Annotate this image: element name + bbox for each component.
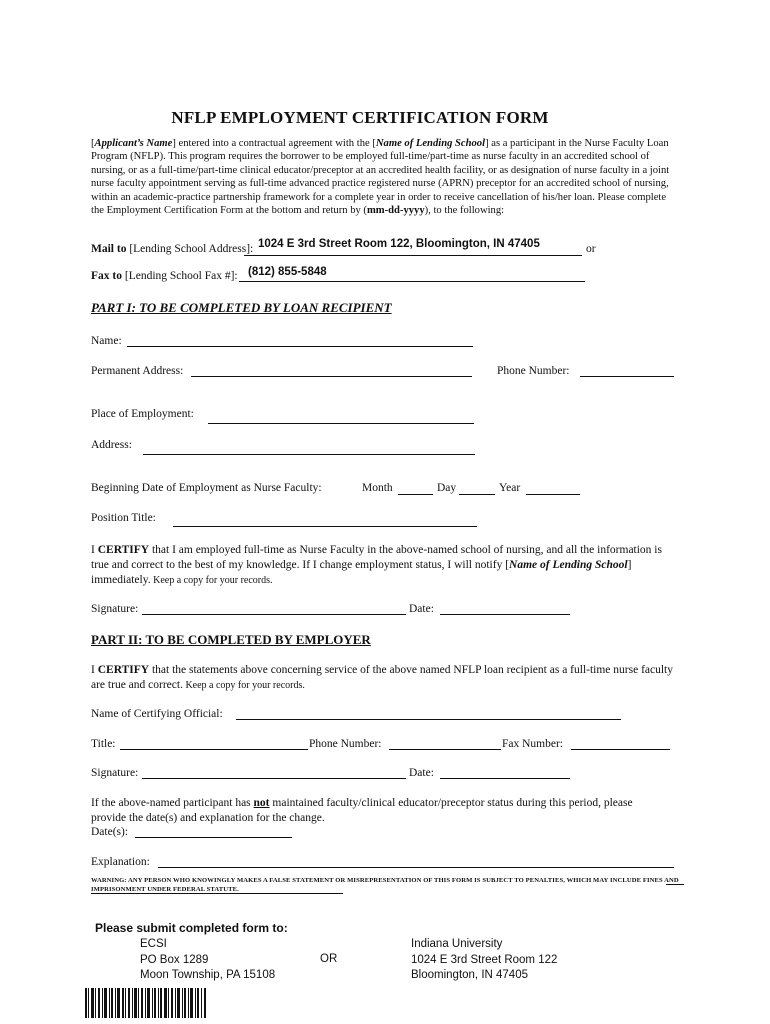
title-label: Title: bbox=[91, 738, 116, 750]
fax-number-field[interactable] bbox=[571, 749, 670, 750]
permanent-address-label: Permanent Address: bbox=[91, 365, 184, 377]
part1-signature-label: Signature: bbox=[91, 603, 139, 615]
fax-to-line bbox=[239, 281, 585, 282]
date-format: mm-dd-yyyy bbox=[366, 205, 425, 217]
certifying-official-field[interactable] bbox=[236, 719, 621, 720]
mail-to-label: Mail to [Lending School Address]: bbox=[91, 243, 254, 255]
part1-date-label: Date: bbox=[409, 603, 434, 615]
fax-to-label: Fax to [Lending School Fax #]: bbox=[91, 270, 238, 282]
mail-to-line bbox=[244, 255, 582, 256]
or-separator: OR bbox=[320, 953, 338, 965]
part1-date-field[interactable] bbox=[440, 614, 570, 615]
name-field[interactable] bbox=[127, 346, 473, 347]
barcode-icon bbox=[85, 988, 207, 1018]
month-label: Month bbox=[362, 482, 393, 494]
warning-underline bbox=[91, 893, 343, 894]
name-label: Name: bbox=[91, 335, 122, 347]
phone-number-label: Phone Number: bbox=[497, 365, 570, 377]
indiana-university-address: Indiana University 1024 E 3rd Street Room 122 Bloomington, IN 47405 bbox=[411, 938, 558, 981]
year-label: Year bbox=[499, 482, 521, 494]
part1-certify-statement: I CERTIFY that I am employed full-time as Nurse Faculty in the above-named school of nursing, and all the information is true and correct to the best of my knowledge. If I change employment status, I will notify [Name of Lending School] immediately. Keep a copy for your records. bbox=[91, 544, 662, 586]
warning-underline-may bbox=[666, 884, 684, 885]
part2-date-field[interactable] bbox=[440, 778, 570, 779]
warning-statement: WARNING: ANY PERSON WHO KNOWINGLY MAKES A FALSE STATEMENT OR MISREPRESENTATION OF THIS FORM IS SUBJECT TO PENALTIES, WHICH MAY INCLUDE FINES AND IMPRISONMENT UNDER FEDERAL STATUTE. bbox=[91, 877, 679, 893]
lending-school-placeholder: Name of Lending School bbox=[375, 138, 486, 149]
mail-to-field[interactable]: 1024 E 3rd Street Room 122, Bloomington, IN 47405 bbox=[258, 238, 540, 250]
ecsi-address: ECSI PO Box 1289 Moon Township, PA 15108 bbox=[140, 938, 276, 981]
applicant-name-placeholder: Applicant’s Name bbox=[94, 138, 173, 149]
place-of-employment-label: Place of Employment: bbox=[91, 408, 194, 420]
employer-phone-label: Phone Number: bbox=[309, 738, 382, 750]
part2-date-label: Date: bbox=[409, 767, 434, 779]
employer-phone-field[interactable] bbox=[389, 749, 501, 750]
day-label: Day bbox=[437, 482, 457, 494]
phone-number-field[interactable] bbox=[580, 376, 674, 377]
certifying-official-label: Name of Certifying Official: bbox=[91, 708, 223, 720]
dates-field[interactable] bbox=[135, 837, 292, 838]
explanation-label: Explanation: bbox=[91, 856, 150, 868]
intro-text-3: ), to the following: bbox=[424, 205, 505, 217]
fax-to-field[interactable]: (812) 855-5848 bbox=[248, 266, 327, 278]
day-field[interactable] bbox=[459, 494, 495, 495]
part1-signature-field[interactable] bbox=[142, 614, 406, 615]
address-label: Address: bbox=[91, 439, 132, 451]
beginning-date-label: Beginning Date of Employment as Nurse Faculty: bbox=[91, 482, 322, 494]
part2-signature-field[interactable] bbox=[142, 778, 406, 779]
submit-heading: Please submit completed form to: bbox=[95, 921, 288, 935]
status-change-instructions: If the above-named participant has not maintained faculty/clinical educator/preceptor status during this period, please provide the date(s) and explanation for the change. bbox=[91, 797, 633, 824]
dates-label: Date(s): bbox=[91, 826, 129, 838]
form-title: NFLP EMPLOYMENT CERTIFICATION FORM bbox=[171, 108, 549, 127]
position-title-label: Position Title: bbox=[91, 512, 156, 524]
explanation-field[interactable] bbox=[158, 867, 674, 868]
address-field[interactable] bbox=[143, 454, 475, 455]
or-label: or bbox=[586, 243, 596, 255]
part2-certify-statement: I CERTIFY that the statements above concerning service of the above named NFLP loan recipient as a full-time nurse faculty are true and correct. Keep a copy for your records. bbox=[91, 664, 673, 691]
part2-heading: PART II: TO BE COMPLETED BY EMPLOYER bbox=[91, 632, 371, 647]
intro-text-2: ] as a participant in the Nurse Faculty Loan Program (NFLP). This program requires the borrower to be employed full-time/part-time as nurse faculty in an accredited school of nursing, or as a full-time/part-time clinical educator/preceptor at an accredited health facility, or as designation of nurse faculty in a joint nurse faculty appointment serving as full-time advanced practice registered nurse (APRN) preceptor for an accredited school of nursing, within an academic-practice partnership framework for a complete year in order to receive cancellation of his/her loan. Please complete the Employment Certification Form at the bottom and return by ( bbox=[91, 138, 670, 217]
year-field[interactable] bbox=[526, 494, 580, 495]
position-title-field[interactable] bbox=[173, 526, 477, 527]
place-of-employment-field[interactable] bbox=[208, 423, 474, 424]
permanent-address-field[interactable] bbox=[191, 376, 472, 377]
part1-heading: PART I: TO BE COMPLETED BY LOAN RECIPIENT bbox=[91, 300, 392, 315]
fax-number-label: Fax Number: bbox=[502, 738, 564, 750]
intro-paragraph: [Applicant’s Name] entered into a contractual agreement with the [Name of Lending School] as a participant in the Nurse Faculty Loan Program (NFLP). This program requires the borrower to be employed full-time/part-time as nurse faculty in an accredited school of nursing, or as a full-time/part-time clinical educator/preceptor at an accredited health facility, or as designation of nurse faculty in a joint nurse faculty appointment serving as full-time advanced practice registered nurse (APRN) preceptor for an accredited school of nursing, within an academic-practice partnership framework for a complete year in order to receive cancellation of his/her loan. Please complete the Employment Certification Form at the bottom and return by (mm-dd-yyyy), to the following: bbox=[91, 138, 670, 217]
title-field[interactable] bbox=[120, 749, 308, 750]
part2-signature-label: Signature: bbox=[91, 767, 139, 779]
month-field[interactable] bbox=[398, 494, 433, 495]
intro-text-1: ] entered into a contractual agreement with the [ bbox=[172, 138, 376, 149]
